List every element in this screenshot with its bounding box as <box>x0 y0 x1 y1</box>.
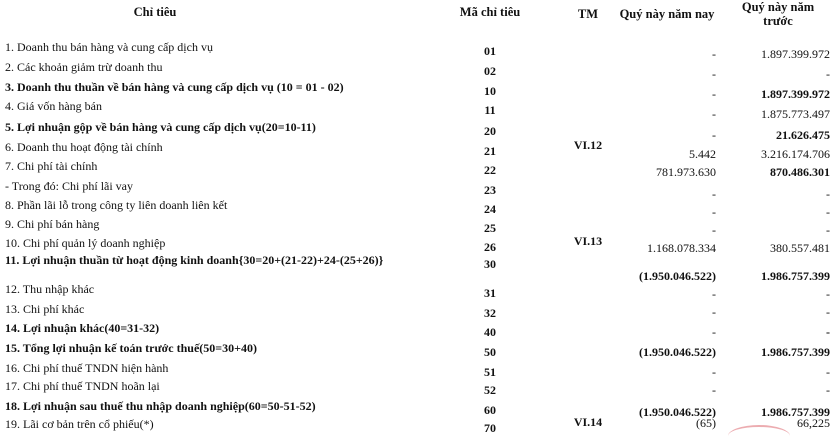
row-code: 10 <box>484 84 496 98</box>
row-current-value: - <box>712 87 716 101</box>
row-current-value: (65) <box>696 416 716 430</box>
row-label: 13. Chi phí khác <box>5 302 85 316</box>
header-quy-nay-nam-truoc-line1: Quý này năm <box>741 0 815 14</box>
row-label: 17. Chi phí thuế TNDN hoãn lại <box>5 379 160 393</box>
row-code: 26 <box>484 240 496 254</box>
row-code: 70 <box>484 421 496 435</box>
row-label: 2. Các khoản giảm trừ doanh thu <box>5 60 163 74</box>
row-label: 1. Doanh thu bán hàng và cung cấp dịch vụ <box>5 40 213 54</box>
row-previous-value: 1.897.399.972 <box>761 47 830 61</box>
row-current-value: - <box>712 325 716 339</box>
row-label: 10. Chi phí quản lý doanh nghiệp <box>5 236 166 250</box>
row-current-value: 1.168.078.334 <box>647 241 716 255</box>
row-current-value: (1.950.046.522) <box>639 345 716 359</box>
row-current-value: - <box>712 47 716 61</box>
row-label: 3. Doanh thu thuần về bán hàng và cung cấp dịch vụ (10 = 01 - 02) <box>5 80 344 94</box>
row-previous-value: 380.557.481 <box>770 241 830 255</box>
row-label: 4. Giá vốn hàng bán <box>5 99 102 113</box>
row-code: 20 <box>484 124 496 138</box>
header-quy-nay-nam-truoc <box>728 0 828 28</box>
row-previous-value: 3.216.174.706 <box>761 147 830 161</box>
row-previous-value: 1.986.757.399 <box>761 269 830 283</box>
row-code: 31 <box>484 286 496 300</box>
row-current-value: - <box>712 383 716 397</box>
row-label: 15. Tổng lợi nhuận kế toán trước thuế(50=30+40) <box>5 341 257 355</box>
row-code: 02 <box>484 64 496 78</box>
row-previous-value: 66,225 <box>797 416 830 430</box>
row-previous-value: 1.986.757.399 <box>761 345 830 359</box>
row-code: 30 <box>484 257 496 271</box>
row-current-value: - <box>712 187 716 201</box>
row-tm: VI.14 <box>573 415 603 429</box>
row-tm: VI.12 <box>573 138 603 152</box>
header-quy-nay-nam-nay: Quý này năm nay <box>619 7 715 21</box>
row-previous-value: - <box>826 67 830 81</box>
row-current-value: - <box>712 107 716 121</box>
row-code: 32 <box>484 306 496 320</box>
row-label: 11. Lợi nhuận thuần từ hoạt động kinh doanh{30=20+(21-22)+24-(25+26)} <box>5 253 384 267</box>
header-chi-tieu: Chỉ tiêu <box>133 5 177 19</box>
row-current-value: 781.973.630 <box>656 165 716 179</box>
row-code: 40 <box>484 325 496 339</box>
header-quy-nay-nam-truoc-line2: trước <box>763 14 793 28</box>
row-code: 11 <box>484 103 496 117</box>
red-stamp-mark <box>728 425 790 447</box>
row-previous-value: 21.626.475 <box>776 128 830 142</box>
row-current-value: (1.950.046.522) <box>639 269 716 283</box>
row-code: 24 <box>484 202 496 216</box>
row-current-value: - <box>712 223 716 237</box>
row-label: 18. Lợi nhuận sau thuế thu nhập doanh nghiệp(60=50-51-52) <box>5 399 316 413</box>
header-tm: TM <box>577 7 599 21</box>
row-previous-value: - <box>826 365 830 379</box>
row-label: 8. Phần lãi lỗ trong công ty liên doanh liên kết <box>5 198 228 212</box>
row-code: 25 <box>484 221 496 235</box>
row-previous-value: - <box>826 325 830 339</box>
row-label: 5. Lợi nhuận gộp về bán hàng và cung cấp dịch vụ(20=10-11) <box>5 120 316 134</box>
row-current-value: - <box>712 205 716 219</box>
row-label: 14. Lợi nhuận khác(40=31-32) <box>5 321 160 335</box>
row-current-value: - <box>712 305 716 319</box>
row-current-value: - <box>712 365 716 379</box>
row-previous-value: - <box>826 187 830 201</box>
row-code: 60 <box>484 403 496 417</box>
row-previous-value: 1.986.757.399 <box>761 405 830 419</box>
row-code: 52 <box>484 383 496 397</box>
row-current-value: (1.950.046.522) <box>639 405 716 419</box>
row-previous-value: - <box>826 223 830 237</box>
row-previous-value: 870.486.301 <box>770 165 830 179</box>
row-label: 7. Chi phí tài chính <box>5 159 98 173</box>
row-code: 23 <box>484 183 496 197</box>
header-ma-chi-tieu: Mã chỉ tiêu <box>459 5 521 19</box>
row-previous-value: 1.875.773.497 <box>761 107 830 121</box>
row-previous-value: - <box>826 205 830 219</box>
row-label: 9. Chi phí bán hàng <box>5 217 100 231</box>
row-tm: VI.13 <box>573 234 603 248</box>
row-label: 6. Doanh thu hoạt động tài chính <box>5 140 163 154</box>
row-label: 16. Chi phí thuế TNDN hiện hành <box>5 361 169 375</box>
row-current-value: 5.442 <box>689 147 716 161</box>
row-code: 22 <box>484 163 496 177</box>
row-code: 01 <box>484 44 496 58</box>
row-previous-value: - <box>826 383 830 397</box>
row-current-value: - <box>712 128 716 142</box>
row-code: 51 <box>484 365 496 379</box>
row-previous-value: - <box>826 287 830 301</box>
row-previous-value: - <box>826 305 830 319</box>
row-previous-value: 1.897.399.972 <box>761 87 830 101</box>
row-current-value: - <box>712 67 716 81</box>
row-current-value: - <box>712 287 716 301</box>
row-label: 12. Thu nhập khác <box>5 282 95 296</box>
row-code: 21 <box>484 144 496 158</box>
row-label: 19. Lãi cơ bản trên cổ phiếu(*) <box>5 417 154 431</box>
row-label: - Trong đó: Chi phí lãi vay <box>5 179 134 193</box>
row-code: 50 <box>484 345 496 359</box>
